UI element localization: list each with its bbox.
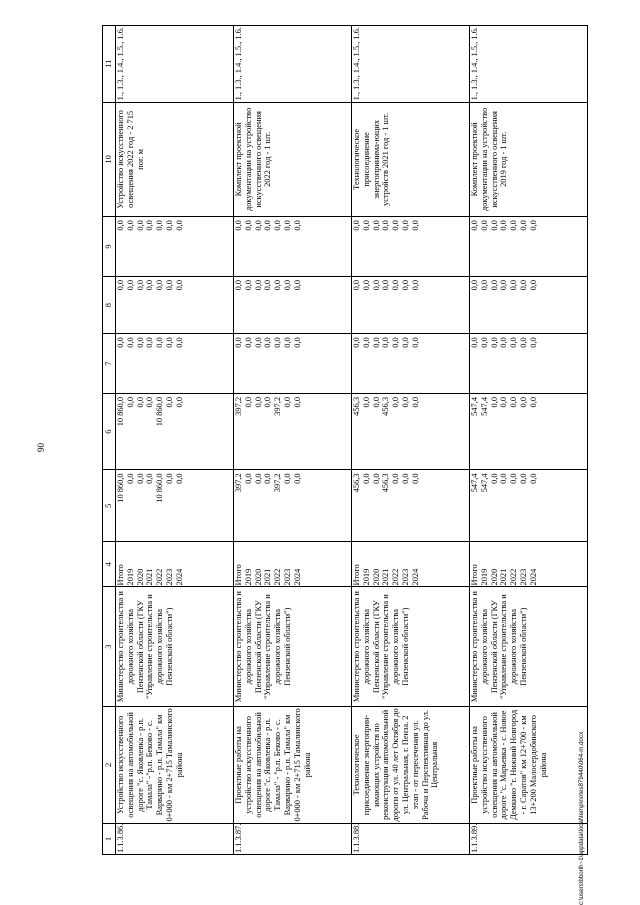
- other-sources-cell-value: 0,0: [361, 220, 371, 231]
- year-cell: [116, 542, 234, 587]
- total-funding-cell-value: 0,0: [509, 473, 519, 484]
- regional-budget-cell: [116, 393, 234, 469]
- regional-budget-cell-value: 547,4: [470, 396, 479, 416]
- federal-budget-cell: [470, 334, 588, 394]
- regional-budget-cell-value: 0,0: [145, 396, 155, 408]
- local-budget-cell-value: 0,0: [243, 279, 253, 291]
- executor-cell: Министерство строительства и дорожного хозяйства Пензенской области (ГКУ "Управление строительства и дорожного хозяйства Пензенской области"): [234, 587, 352, 706]
- local-budget-cell-value: 0,0: [361, 279, 371, 291]
- federal-budget-cell-value: 0,0: [253, 337, 263, 348]
- local-budget-cell-value: 0,0: [263, 279, 273, 291]
- year-cell-value: 2022: [391, 568, 401, 586]
- year-cell-value: 2022: [155, 568, 165, 586]
- local-budget-cell-value: 0,0: [155, 279, 165, 291]
- total-funding-cell-value: 0,0: [391, 473, 401, 484]
- total-funding-cell: [470, 470, 588, 542]
- col-header-3: 3: [103, 587, 116, 706]
- total-funding-cell-value: 547,4: [470, 473, 479, 493]
- table-row: [116, 26, 234, 855]
- other-sources-cell: [234, 217, 352, 277]
- local-budget-cell: [470, 276, 588, 333]
- local-budget-cell: [234, 276, 352, 333]
- total-funding-cell-value: 0,0: [135, 473, 145, 484]
- federal-budget-cell-value: 0,0: [381, 337, 391, 348]
- col-header-5: 5: [103, 470, 116, 542]
- local-budget-cell-value: 0,0: [164, 279, 174, 291]
- total-funding-cell: [116, 470, 234, 542]
- indicators-cell: 1., 1.3., 1.4., 1.5., 1.6.: [116, 26, 234, 103]
- year-cell-value: 2020: [253, 568, 263, 586]
- other-sources-cell-value: 0,0: [174, 220, 184, 231]
- federal-budget-cell-value: 0,0: [489, 337, 499, 348]
- local-budget-cell-value: 0,0: [499, 279, 509, 291]
- total-funding-cell-value: 0,0: [361, 473, 371, 484]
- regional-budget-cell-value: 0,0: [410, 396, 420, 408]
- total-funding-cell-value: 0,0: [292, 473, 302, 484]
- federal-budget-cell-value: 0,0: [391, 337, 401, 348]
- total-funding-cell-value: 0,0: [263, 473, 273, 484]
- local-budget-cell-value: 0,0: [174, 279, 184, 291]
- regional-budget-cell-value: 0,0: [518, 396, 528, 408]
- other-sources-cell-value: 0,0: [518, 220, 528, 231]
- executor-cell: Министерство строительства и дорожного хозяйства Пензенской области (ГКУ "Управление строительства и дорожного хозяйства Пензенской области"): [116, 587, 234, 706]
- other-sources-cell-value: 0,0: [243, 220, 253, 231]
- other-sources-cell-value: 0,0: [263, 220, 273, 231]
- federal-budget-cell-value: 0,0: [509, 337, 519, 348]
- other-sources-cell-value: 0,0: [116, 220, 125, 231]
- activity-id-cell: 1.1.3.86.: [116, 823, 234, 854]
- activity-id-cell: 1.1.3.89.: [470, 823, 588, 854]
- year-cell-value: 2019: [125, 568, 135, 586]
- federal-budget-cell-value: 0,0: [499, 337, 509, 348]
- regional-budget-cell-value: 0,0: [243, 396, 253, 408]
- col-header-1: 1: [103, 823, 116, 854]
- year-cell-value: 2024: [174, 568, 184, 586]
- federal-budget-cell-value: 0,0: [155, 337, 165, 348]
- other-sources-cell-value: 0,0: [410, 220, 420, 231]
- table-body: [116, 26, 588, 855]
- regional-budget-cell-value: 0,0: [292, 396, 302, 408]
- local-budget-cell-value: 0,0: [292, 279, 302, 291]
- year-cell-value: 2019: [479, 568, 489, 586]
- local-budget-cell-value: 0,0: [400, 279, 410, 291]
- total-funding-cell-value: 0,0: [410, 473, 420, 484]
- year-cell-value: 2023: [518, 568, 528, 586]
- federal-budget-cell: [234, 334, 352, 394]
- total-funding-cell-value: 0,0: [489, 473, 499, 484]
- year-cell-value: 2024: [410, 568, 420, 586]
- executor-cell: Министерство строительства и дорожного хозяйства Пензенской области (ГКУ "Управление строительства и дорожного хозяйства Пензенской области"): [470, 587, 588, 706]
- federal-budget-cell-value: 0,0: [234, 337, 243, 348]
- regional-budget-cell-value: 456,3: [352, 396, 361, 416]
- regional-budget-cell-value: 0,0: [391, 396, 401, 408]
- col-header-4: 4: [103, 542, 116, 587]
- total-funding-cell-value: 0,0: [125, 473, 135, 484]
- other-sources-cell-value: 0,0: [470, 220, 479, 231]
- activity-name-cell: Проектные работы на устройство искусственного освещения на автомобильной дороге "с. Яковлевка - р.п. Тамала" - "р.п. Беково - с. Варварино - р.п. Тамала" км 0+000 - км 2+715 Тамалинского района: [234, 706, 352, 823]
- other-sources-cell-value: 0,0: [400, 220, 410, 231]
- other-sources-cell-value: 0,0: [528, 220, 538, 231]
- other-sources-cell-value: 0,0: [282, 220, 292, 231]
- expected-result-cell: Устройство искусственного освещения 2022 год - 2 715 пог. м: [116, 102, 234, 217]
- federal-budget-cell-value: 0,0: [518, 337, 528, 348]
- local-budget-cell-value: 0,0: [234, 279, 243, 291]
- regional-budget-cell-value: 0,0: [509, 396, 519, 408]
- total-funding-cell: [234, 470, 352, 542]
- regional-budget-cell: [234, 393, 352, 469]
- program-activities-table: [102, 25, 588, 855]
- year-cell-value: 2020: [371, 568, 381, 586]
- federal-budget-cell-value: 0,0: [145, 337, 155, 348]
- regional-budget-cell: [352, 393, 470, 469]
- local-budget-cell-value: 0,0: [125, 279, 135, 291]
- total-funding-cell-value: 0,0: [164, 473, 174, 484]
- col-header-6: 6: [103, 393, 116, 469]
- regional-budget-cell-value: 0,0: [361, 396, 371, 408]
- local-budget-cell-value: 0,0: [282, 279, 292, 291]
- year-cell-value: Итого: [352, 564, 361, 586]
- regional-budget-cell-value: 0,0: [253, 396, 263, 408]
- total-funding-cell-value: 456,3: [381, 473, 391, 493]
- local-budget-cell-value: 0,0: [391, 279, 401, 291]
- year-cell-value: 2024: [528, 568, 538, 586]
- col-header-7: 7: [103, 334, 116, 394]
- year-cell-value: 2019: [361, 568, 371, 586]
- local-budget-cell-value: 0,0: [410, 279, 420, 291]
- col-header-10: 10: [103, 102, 116, 217]
- year-cell-value: 2023: [282, 568, 292, 586]
- federal-budget-cell-value: 0,0: [528, 337, 538, 348]
- federal-budget-cell-value: 0,0: [174, 337, 184, 348]
- local-budget-cell-value: 0,0: [381, 279, 391, 291]
- other-sources-cell: [352, 217, 470, 277]
- local-budget-cell-value: 0,0: [145, 279, 155, 291]
- regional-budget-cell-value: 397,2: [234, 396, 243, 416]
- local-budget-cell-value: 0,0: [253, 279, 263, 291]
- other-sources-cell-value: 0,0: [371, 220, 381, 231]
- col-header-11: 11: [103, 26, 116, 103]
- regional-budget-cell-value: 547,4: [479, 396, 489, 416]
- col-header-2: 2: [103, 706, 116, 823]
- year-cell-value: 2023: [164, 568, 174, 586]
- total-funding-cell: [352, 470, 470, 542]
- regional-budget-cell: [470, 393, 588, 469]
- other-sources-cell: [470, 217, 588, 277]
- regional-budget-cell-value: 0,0: [371, 396, 381, 408]
- other-sources-cell-value: 0,0: [234, 220, 243, 231]
- regional-budget-cell-value: 0,0: [174, 396, 184, 408]
- other-sources-cell-value: 0,0: [292, 220, 302, 231]
- year-cell-value: 2022: [509, 568, 519, 586]
- year-cell-value: Итого: [116, 564, 125, 586]
- table-row: [352, 26, 470, 855]
- regional-budget-cell-value: 0,0: [263, 396, 273, 408]
- regional-budget-cell-value: 0,0: [528, 396, 538, 408]
- other-sources-cell-value: 0,0: [499, 220, 509, 231]
- total-funding-cell-value: 10 860,0: [155, 473, 165, 503]
- table-row: [470, 26, 588, 855]
- regional-budget-cell-value: 10 860,0: [155, 396, 165, 427]
- other-sources-cell-value: 0,0: [352, 220, 361, 231]
- total-funding-cell-value: 0,0: [174, 473, 184, 484]
- other-sources-cell-value: 0,0: [509, 220, 519, 231]
- regional-budget-cell-value: 0,0: [125, 396, 135, 408]
- other-sources-cell-value: 0,0: [155, 220, 165, 231]
- federal-budget-cell: [352, 334, 470, 394]
- year-cell-value: Итого: [470, 564, 479, 586]
- regional-budget-cell-value: 0,0: [400, 396, 410, 408]
- total-funding-cell-value: 0,0: [400, 473, 410, 484]
- local-budget-cell-value: 0,0: [116, 279, 125, 291]
- indicators-cell: 1., 1.3., 1.4., 1.5., 1.6.: [470, 26, 588, 103]
- federal-budget-cell-value: 0,0: [164, 337, 174, 348]
- other-sources-cell: [116, 217, 234, 277]
- year-cell-value: 2021: [499, 568, 509, 586]
- total-funding-cell-value: 0,0: [282, 473, 292, 484]
- indicators-cell: 1., 1.3., 1.4., 1.5., 1.6.: [234, 26, 352, 103]
- activity-id-cell: 1.1.3.88.: [352, 823, 470, 854]
- local-budget-cell: [352, 276, 470, 333]
- federal-budget-cell-value: 0,0: [352, 337, 361, 348]
- year-cell-value: 2020: [489, 568, 499, 586]
- total-funding-cell-value: 0,0: [518, 473, 528, 484]
- federal-budget-cell-value: 0,0: [470, 337, 479, 348]
- year-cell-value: 2024: [292, 568, 302, 586]
- other-sources-cell-value: 0,0: [391, 220, 401, 231]
- other-sources-cell-value: 0,0: [125, 220, 135, 231]
- other-sources-cell-value: 0,0: [489, 220, 499, 231]
- other-sources-cell-value: 0,0: [273, 220, 283, 231]
- local-budget-cell-value: 0,0: [509, 279, 519, 291]
- expected-result-cell: Технологическое присоединение энергопринима-ющих устройств 2021 год - 1 шт.: [352, 102, 470, 217]
- year-cell: [234, 542, 352, 587]
- rotated-table-container: [102, 25, 586, 855]
- federal-budget-cell-value: 0,0: [371, 337, 381, 348]
- local-budget-cell-value: 0,0: [489, 279, 499, 291]
- expected-result-cell: Комплект проектной документации на устройство искусственного освещения 2022 год - 1 шт.: [234, 102, 352, 217]
- expected-result-cell: Комплект проектной документации на устройство искусственного освещения 2019 год - 1 шт.: [470, 102, 588, 217]
- total-funding-cell-value: 0,0: [499, 473, 509, 484]
- other-sources-cell-value: 0,0: [479, 220, 489, 231]
- total-funding-cell-value: 0,0: [145, 473, 155, 484]
- local-budget-cell-value: 0,0: [528, 279, 538, 291]
- local-budget-cell-value: 0,0: [273, 279, 283, 291]
- year-cell: [352, 542, 470, 587]
- executor-cell: Министерство строительства и дорожного хозяйства Пензенской области (ГКУ "Управление строительства и дорожного хозяйства Пензенской области"): [352, 587, 470, 706]
- local-budget-cell-value: 0,0: [371, 279, 381, 291]
- federal-budget-cell-value: 0,0: [135, 337, 145, 348]
- col-header-9: 9: [103, 217, 116, 277]
- year-cell-value: 2020: [135, 568, 145, 586]
- total-funding-cell-value: 0,0: [528, 473, 538, 484]
- total-funding-cell-value: 456,3: [352, 473, 361, 493]
- year-cell-value: 2019: [243, 568, 253, 586]
- total-funding-cell-value: 397,2: [273, 473, 283, 493]
- local-budget-cell-value: 0,0: [518, 279, 528, 291]
- federal-budget-cell-value: 0,0: [116, 337, 125, 348]
- regional-budget-cell-value: 0,0: [135, 396, 145, 408]
- year-cell-value: Итого: [234, 564, 243, 586]
- year-cell-value: 2021: [381, 568, 391, 586]
- local-budget-cell-value: 0,0: [470, 279, 479, 291]
- federal-budget-cell-value: 0,0: [263, 337, 273, 348]
- other-sources-cell-value: 0,0: [145, 220, 155, 231]
- other-sources-cell-value: 0,0: [164, 220, 174, 231]
- activity-id-cell: 1.1.3.87.: [234, 823, 352, 854]
- page-number: 90: [36, 443, 46, 452]
- regional-budget-cell-value: 10 860,0: [116, 396, 125, 427]
- regional-budget-cell-value: 0,0: [499, 396, 509, 408]
- total-funding-cell-value: 10 860,0: [116, 473, 125, 503]
- year-cell-value: 2021: [263, 568, 273, 586]
- federal-budget-cell: [116, 334, 234, 394]
- activity-name-cell: Устройство искусственного освещения на автомобильной дороге "с. Яковлевка - р.п. Тамала" -"р.п. Беково - с. Варварино - р.п. Тамала" км 0+000 - км 2+715 Тамалинского района: [116, 706, 234, 823]
- local-budget-cell-value: 0,0: [479, 279, 489, 291]
- federal-budget-cell-value: 0,0: [361, 337, 371, 348]
- column-numbers-row: [103, 26, 116, 855]
- year-cell-value: 2021: [145, 568, 155, 586]
- regional-budget-cell-value: 456,3: [381, 396, 391, 416]
- other-sources-cell-value: 0,0: [381, 220, 391, 231]
- year-cell-value: 2023: [400, 568, 410, 586]
- activity-name-cell: Технологическое присоединение энергоприн-имающих устройств по реконструкции автомобильной дороги от ул. 40 лет Октября до ул. Центральная, г. Пенза. 2 этап - от пересечения ул. Рабоча и Перспективная до ул. Центральная: [352, 706, 470, 823]
- federal-budget-cell-value: 0,0: [410, 337, 420, 348]
- federal-budget-cell-value: 0,0: [243, 337, 253, 348]
- regional-budget-cell-value: 0,0: [282, 396, 292, 408]
- local-budget-cell-value: 0,0: [352, 279, 361, 291]
- total-funding-cell-value: 0,0: [371, 473, 381, 484]
- local-budget-cell-value: 0,0: [135, 279, 145, 291]
- col-header-8: 8: [103, 276, 116, 333]
- footer-file-path: c:\users\bborih~1\appdata\local\temp\notes879440\064-m.docx: [578, 731, 585, 905]
- total-funding-cell-value: 547,4: [479, 473, 489, 493]
- federal-budget-cell-value: 0,0: [400, 337, 410, 348]
- other-sources-cell-value: 0,0: [253, 220, 263, 231]
- year-cell-value: 2022: [273, 568, 283, 586]
- local-budget-cell: [116, 276, 234, 333]
- federal-budget-cell-value: 0,0: [125, 337, 135, 348]
- table-row: [234, 26, 352, 855]
- federal-budget-cell-value: 0,0: [292, 337, 302, 348]
- regional-budget-cell-value: 0,0: [164, 396, 174, 408]
- federal-budget-cell-value: 0,0: [282, 337, 292, 348]
- regional-budget-cell-value: 397,2: [273, 396, 283, 416]
- regional-budget-cell-value: 0,0: [489, 396, 499, 408]
- year-cell: [470, 542, 588, 587]
- federal-budget-cell-value: 0,0: [479, 337, 489, 348]
- other-sources-cell-value: 0,0: [135, 220, 145, 231]
- federal-budget-cell-value: 0,0: [273, 337, 283, 348]
- indicators-cell: 1., 1.3., 1.4., 1.5., 1.6.: [352, 26, 470, 103]
- total-funding-cell-value: 0,0: [243, 473, 253, 484]
- total-funding-cell-value: 0,0: [253, 473, 263, 484]
- total-funding-cell-value: 397,2: [234, 473, 243, 493]
- activity-name-cell: Проектные работы на устройство искусственного освещения на автомобильной дороге "с. Марьевка - с. Новое Демкино "г. Нижний Новгород - г. Саратов" км 12+700 - км 13+200 Малосердобинского района: [470, 706, 588, 823]
